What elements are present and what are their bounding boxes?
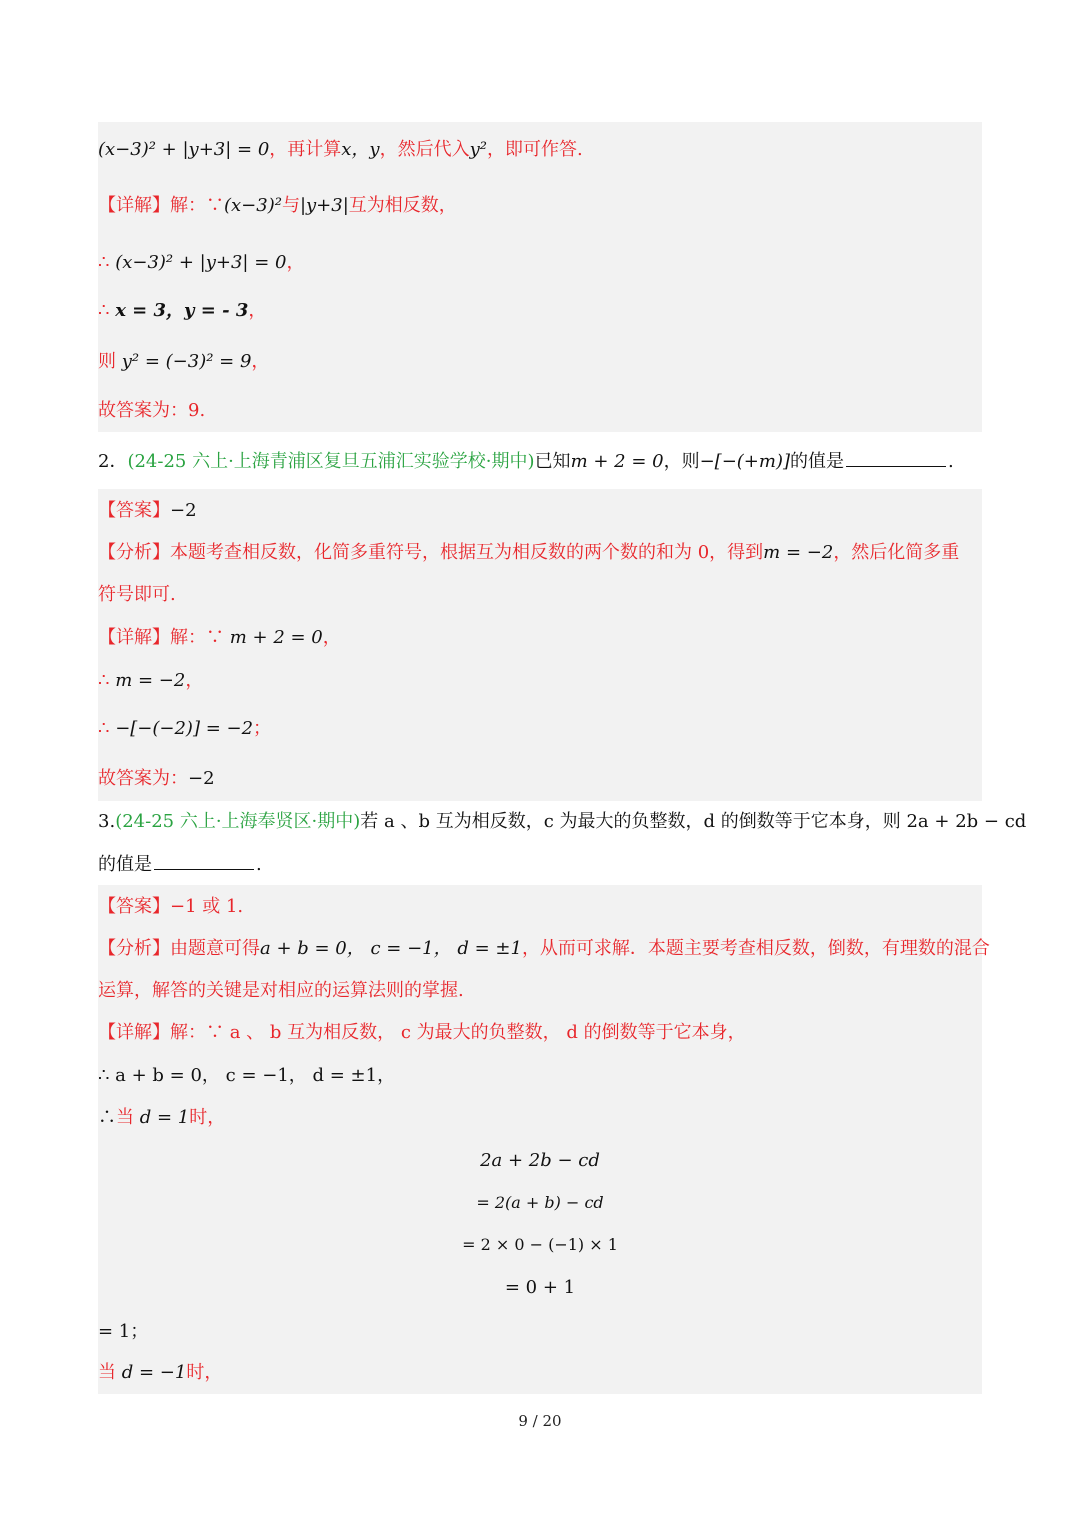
block3-analysis-line2: 运算，解答的关键是对相应的运算法则的掌握. (98, 980, 464, 1001)
block3-step2: ∴当 d = 1时， (98, 1107, 226, 1128)
answer-blank (154, 851, 254, 870)
math-expression: (x−3)² + |y+3| = 0 (98, 139, 270, 160)
block2-analysis-line2: 符号即可. (98, 584, 176, 605)
block1-final-answer: 故答案为：9. (98, 400, 206, 421)
block2-step1: ∴ m = −2， (98, 670, 204, 691)
block1-line1: (x−3)² + |y+3| = 0，再计算x，y，然后代入y²，即可作答. (98, 139, 583, 160)
block1-line4: ∴ x = 3，y = - 3， (98, 300, 267, 321)
analysis-tag: 【分析】 (98, 542, 170, 563)
block3-result: = 1； (98, 1321, 149, 1342)
question-2: 2．(24-25 六上·上海青浦区复旦五浦汇实验学校·期中)已知m + 2 = 0，则−[−(+m)]的值是 . (98, 448, 982, 475)
page-number: 9 / 20 (518, 1412, 562, 1430)
equation-line-3: = 2 × 0 − (−1) × 1 (462, 1235, 618, 1254)
question-3-line2: 的值是 . (98, 851, 982, 878)
block3-step1: ∴ a + b = 0， c = −1， d = ±1， (98, 1065, 396, 1086)
detail-tag: 【详解】 (98, 195, 170, 216)
detail-tag: 【详解】 (98, 1022, 170, 1043)
question-source: (24-25 六上·上海奉贤区·期中) (115, 811, 361, 832)
equation-line-2: = 2(a + b) − cd (476, 1193, 604, 1212)
question-3: 3.(24-25 六上·上海奉贤区·期中)若 a 、b 互为相反数，c 为最大的负整数，d 的倒数等于它本身，则 2a + 2b − cd (98, 811, 1027, 832)
block1-line3: ∴ (x−3)² + |y+3| = 0， (98, 252, 305, 273)
equation-line-1: 2a + 2b − cd (480, 1150, 600, 1171)
analysis-tag: 【分析】 (98, 938, 170, 959)
answer-blank (846, 448, 946, 467)
block3-answer: 【答案】−1 或 1. (98, 896, 244, 917)
answer-tag: 【答案】 (98, 896, 170, 917)
answer-tag: 【答案】 (98, 500, 170, 521)
block3-detail: 【详解】解：∵ a 、 b 互为相反数， c 为最大的负整数， d 的倒数等于它本身， (98, 1022, 746, 1043)
block2-detail: 【详解】解：∵ m + 2 = 0， (98, 627, 341, 648)
question-number: 2． (98, 451, 128, 472)
block1-line2: 【详解】解：∵(x−3)²与|y+3|互为相反数， (98, 195, 457, 216)
equation-line-4: = 0 + 1 (504, 1277, 576, 1298)
solution-block-1 (98, 122, 982, 432)
question-source: (24-25 六上·上海青浦区复旦五浦汇实验学校·期中) (127, 451, 535, 472)
block3-analysis-line1: 【分析】由题意可得a + b = 0， c = −1， d = ±1，从而可求解．本题主要考查相反数，倒数，有理数的混合 (98, 938, 990, 959)
detail-tag: 【详解】 (98, 627, 170, 648)
block3-step3: 当 d = −1时， (98, 1362, 223, 1383)
block1-line5: 则 y² = (−3)² = 9， (98, 351, 270, 372)
block2-final-answer: 故答案为：−2 (98, 768, 215, 789)
block2-answer: 【答案】−2 (98, 500, 197, 521)
block2-analysis-line1: 【分析】本题考查相反数，化简多重符号，根据互为相反数的两个数的和为 0，得到m = −2，然后化简多重 (98, 542, 960, 563)
block2-step2: ∴ −[−(−2)] = −2； (98, 718, 272, 739)
question-number: 3. (98, 811, 116, 832)
